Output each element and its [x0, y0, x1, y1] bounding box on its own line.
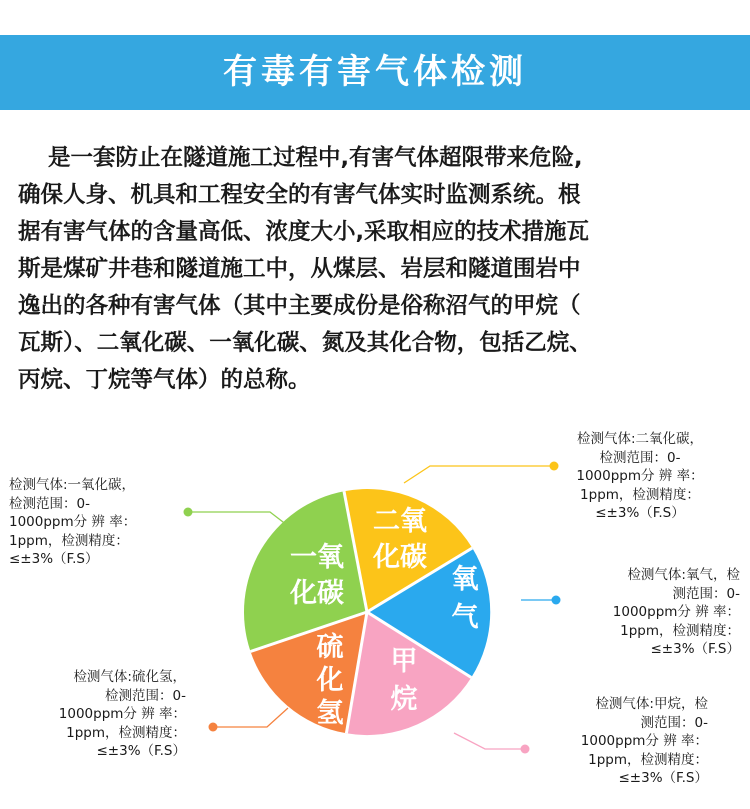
annotation-ch4 [540, 695, 708, 788]
annotation-line: 测范围：0- [672, 585, 740, 602]
annotation-line: 检测气体:二氧化碳， [576, 431, 704, 447]
annotation-dot-o2 [552, 596, 561, 605]
annotation-line: 1ppm，检测精度： [9, 532, 129, 549]
intro-line: 逸出的各种有害气体（其中主要成份是俗称沼气的甲烷（ [18, 293, 581, 319]
slice-label-co: 一氧化碳 [290, 542, 344, 609]
annotation-co [9, 476, 136, 569]
annotation-line: ≤±3%（F.S） [650, 641, 740, 657]
page-title: 有毒有害气体检测 [223, 52, 527, 92]
annotation-o2 [572, 566, 740, 659]
intro-line: 据有害气体的含量高低、浓度大小,采取相应的技术措施瓦 [18, 219, 590, 245]
leader-line-co2 [404, 466, 552, 483]
annotation-line: 1ppm，检测精度： [620, 622, 740, 639]
annotation-line: 检测气体:氧气，检 [627, 567, 740, 583]
intro-line: 是一套防止在隧道施工过程中,有害气体超限带来危险, [48, 145, 583, 171]
intro-line: 瓦斯）、二氧化碳、一氧化碳、氮及其化合物，包括乙烷、 [18, 330, 592, 356]
annotation-line: 1000ppm分 辨 率： [576, 468, 704, 484]
annotation-dot-h2s [209, 723, 218, 732]
annotation-line: 1000ppm分 辨 率： [9, 514, 137, 530]
annotation-line: ≤±3%（F.S） [96, 743, 186, 759]
annotation-line: 检测范围：0- [105, 687, 186, 704]
intro-line: 确保人身、机具和工程安全的有害气体实时监测系统。根 [18, 182, 581, 208]
annotation-line: 检测范围：0- [599, 449, 681, 466]
annotation-line: ≤±3%（F.S） [618, 770, 708, 786]
title-banner [0, 35, 750, 110]
annotation-co2 [556, 430, 724, 523]
intro-paragraph [18, 140, 738, 399]
annotation-line: 测范围：0- [640, 714, 708, 731]
annotation-line: 检测气体:甲烷，检 [595, 696, 708, 712]
annotation-line: 1ppm，检测精度： [588, 751, 708, 768]
annotation-line: 1ppm，检测精度： [66, 724, 186, 741]
annotation-line: 检测气体:一氧化碳， [9, 477, 136, 493]
annotation-line: 1ppm，检测精度： [580, 486, 700, 503]
slice-label-h2s: 硫化氢 [316, 632, 344, 729]
annotation-dot-ch4 [521, 745, 530, 754]
slice-label-ch4: 甲烷 [390, 646, 418, 715]
annotation-line: 检测气体:硫化氢， [73, 669, 186, 685]
annotation-h2s [20, 668, 186, 761]
leader-line-ch4 [454, 733, 524, 749]
leader-line-h2s [214, 708, 288, 727]
annotation-line: 检测范围：0- [9, 495, 90, 512]
intro-line: 斯是煤矿井巷和隧道施工中，从煤层、岩层和隧道围岩中 [18, 256, 581, 282]
annotation-line: ≤±3%（F.S） [9, 551, 99, 567]
slice-label-co2: 二氧化碳 [373, 506, 427, 573]
annotation-line: ≤±3%（F.S） [595, 505, 685, 521]
intro-line: 丙烷、丁烷等气体）的总称。 [18, 367, 311, 393]
annotation-line: 1000ppm分 辨 率： [580, 733, 708, 749]
annotation-line: 1000ppm分 辨 率： [612, 604, 740, 620]
annotation-line: 1000ppm分 辨 率： [58, 706, 186, 722]
slice-label-o2: 氧气 [451, 564, 479, 633]
gas-pie-diagram [0, 420, 750, 809]
annotation-dot-co [184, 508, 193, 517]
